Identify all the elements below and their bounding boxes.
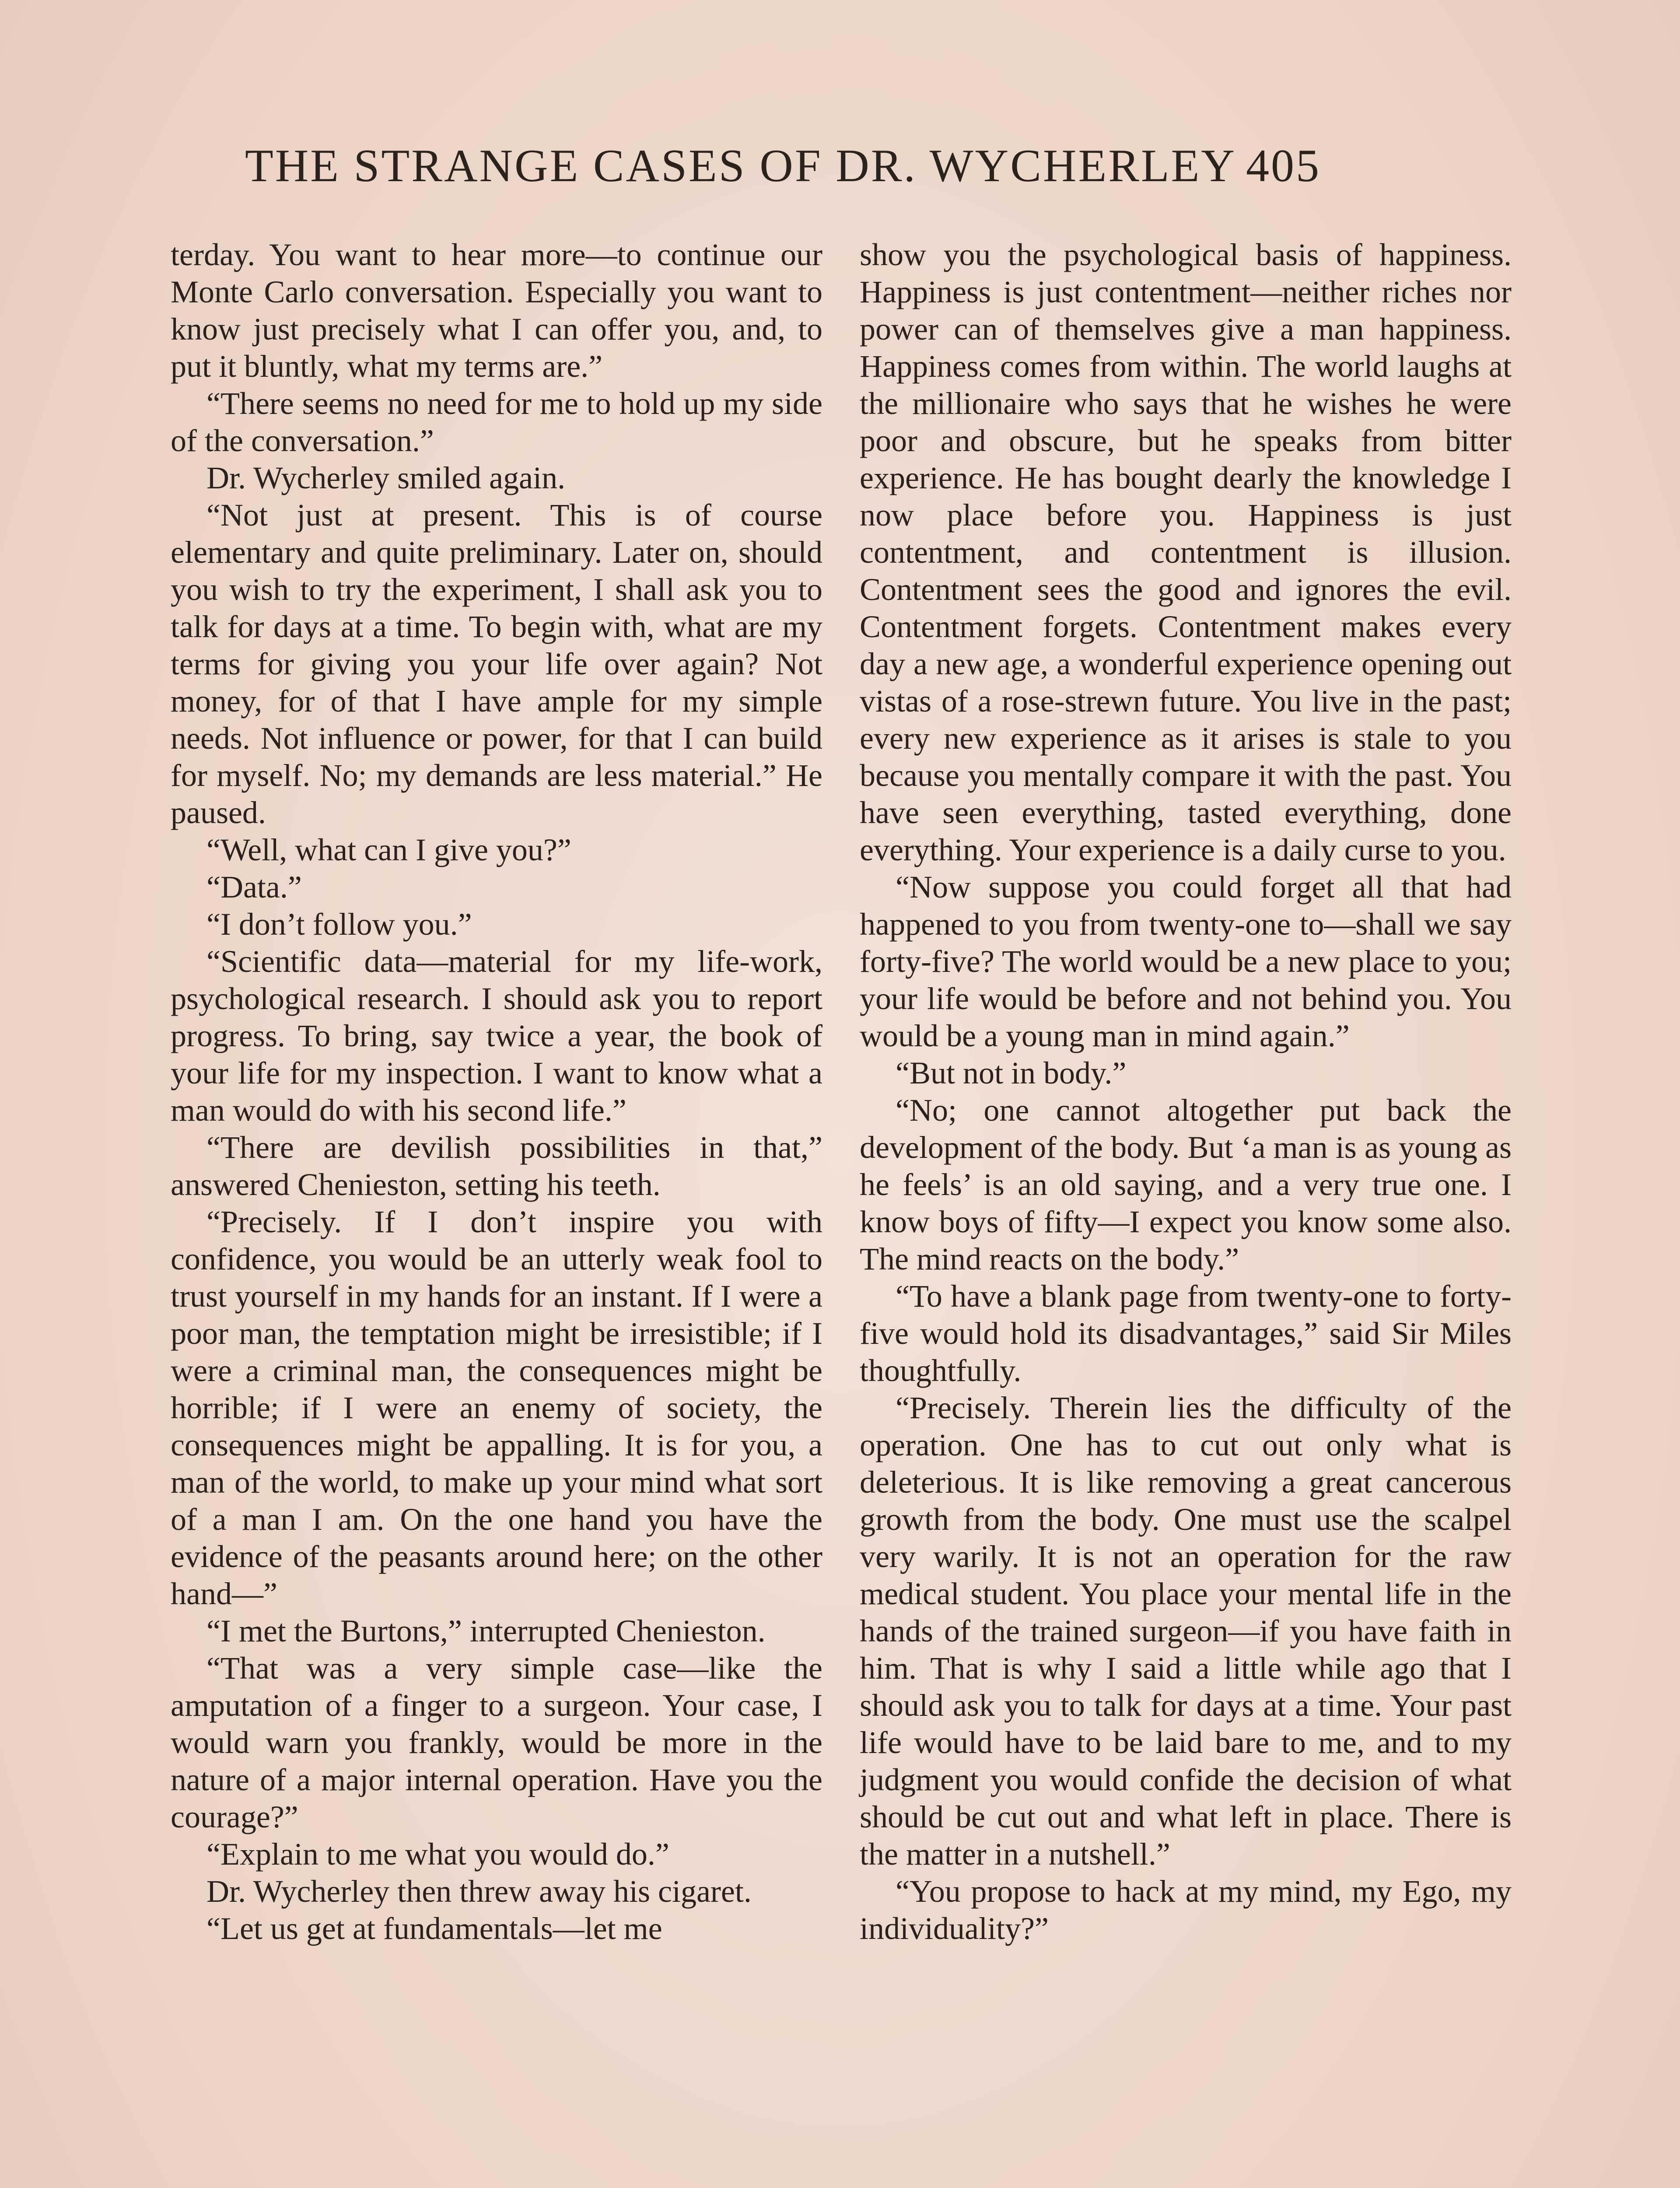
paragraph: “Not just at present. This is of course elementary and quite preliminary. Later on, should you wish to try the experiment, I shall ask you to talk for days at a time. To begin with, what are my terms for giving you your life over again? Not money, for of that I have ample for my simple needs. Not influence or power, for that I can build for myself. No; my demands are less material.” He paused. xyxy=(171,498,822,830)
paragraph: “I don’t follow you.” xyxy=(206,907,472,942)
paragraph: “There seems no need for me to hold up my side of the conversation.” xyxy=(171,386,822,458)
paragraph: “To have a blank page from twenty-one to forty-five would hold its disadvantages,” said Sir Miles thoughtfully. xyxy=(860,1279,1512,1388)
paragraph: “There are devilish possibilities in that,” answered Chenieston, setting his teeth. xyxy=(171,1130,822,1202)
paragraph: terday. You want to hear more—to continue our Monte Carlo conversation. Especially you want to know just precisely what I can offer you, and, to put it bluntly, what my terms are.” xyxy=(171,237,822,384)
paragraph: show you the psychological basis of happiness. Happiness is just contentment—neither riches nor power can of themselves give a man happiness. Happiness comes from within. The world laughs at the millionaire who says that he wishes he were poor and obscure, but he speaks from bitter experience. He has bought dearly the knowledge I now place before you. Happiness is just contentment, and contentment is illusion. Contentment sees the good and ignores the evil. Contentment forgets. Contentment makes every day a new age, a wonderful experience opening out vistas of a rose-strewn future. You live in the past; every new experience as it arises is stale to you because you mentally compare it with the past. You have seen everything, tasted everything, done everything. Your experience is a daily curse to you. xyxy=(860,237,1512,867)
paragraph: “That was a very simple case—like the amputation of a finger to a surgeon. Your case, I would warn you frankly, would be more in the nature of a major internal operation. Have you the courage?” xyxy=(171,1651,822,1834)
paragraph: “Now suppose you could forget all that had happened to you from twenty-one to—shall we say forty-five? The world would be a new place to you; your life would be before and not behind you. You would be a young man in mind again.” xyxy=(860,870,1512,1053)
paragraph: “Data.” xyxy=(206,870,302,905)
paragraph: “Well, what can I give you?” xyxy=(206,832,571,867)
paragraph: “Explain to me what you would do.” xyxy=(206,1837,669,1872)
paragraph: Dr. Wycherley smiled again. xyxy=(206,460,566,495)
paragraph: “Precisely. Therein lies the difficulty of the operation. One has to cut out only what is deleterious. It is like removing a great cancerous growth from the body. One must use the scalpel very warily. It is not an operation for the raw medical student. You place your mental life in the hands of the trained surgeon—if you have faith in him. That is why I said a little while ago that I should ask you to talk for days at a time. Your past life would have to be laid bare to me, and to my judgment you would confide the decision of what should be cut out and what left in place. There is the matter in a nutshell.” xyxy=(860,1390,1512,1872)
paragraph: “No; one cannot altogether put back the development of the body. But ‘a man is as young as he feels’ is an old saying, and a very true one. I know boys of fifty—I expect you know some also. The mind reacts on the body.” xyxy=(860,1093,1512,1276)
paragraph: “Let us get at fundamentals—let me xyxy=(206,1911,662,1946)
paragraph: “Precisely. If I don’t inspire you with confidence, you would be an utterly weak fool to trust yourself in my hands for an instant. If I were a poor man, the temptation might be irresistible; if I were a criminal man, the consequences might be horrible; if I were an enemy of society, the consequences might be appalling. It is for you, a man of the world, to make up your mind what sort of a man I am. On the one hand you have the evidence of the peasants around here; on the other hand—” xyxy=(171,1204,822,1611)
paragraph: “I met the Burtons,” interrupted Chenieston. xyxy=(206,1613,766,1648)
page-number: 405 xyxy=(1246,140,1321,191)
running-title: THE STRANGE CASES OF DR. WYCHERLEY xyxy=(245,140,1236,191)
paragraph: “You propose to hack at my mind, my Ego, my individuality?” xyxy=(860,1874,1512,1946)
left-column xyxy=(171,236,822,2188)
running-header xyxy=(245,139,1514,193)
paragraph: “But not in body.” xyxy=(896,1055,1127,1090)
paragraph: Dr. Wycherley then threw away his cigaret. xyxy=(206,1874,752,1909)
paragraph: “Scientific data—material for my life-work, psychological research. I should ask you to report progress. To bring, say twice a year, the book of your life for my inspection. I want to know what a man would do with his second life.” xyxy=(171,944,822,1128)
right-column xyxy=(860,236,1512,2188)
